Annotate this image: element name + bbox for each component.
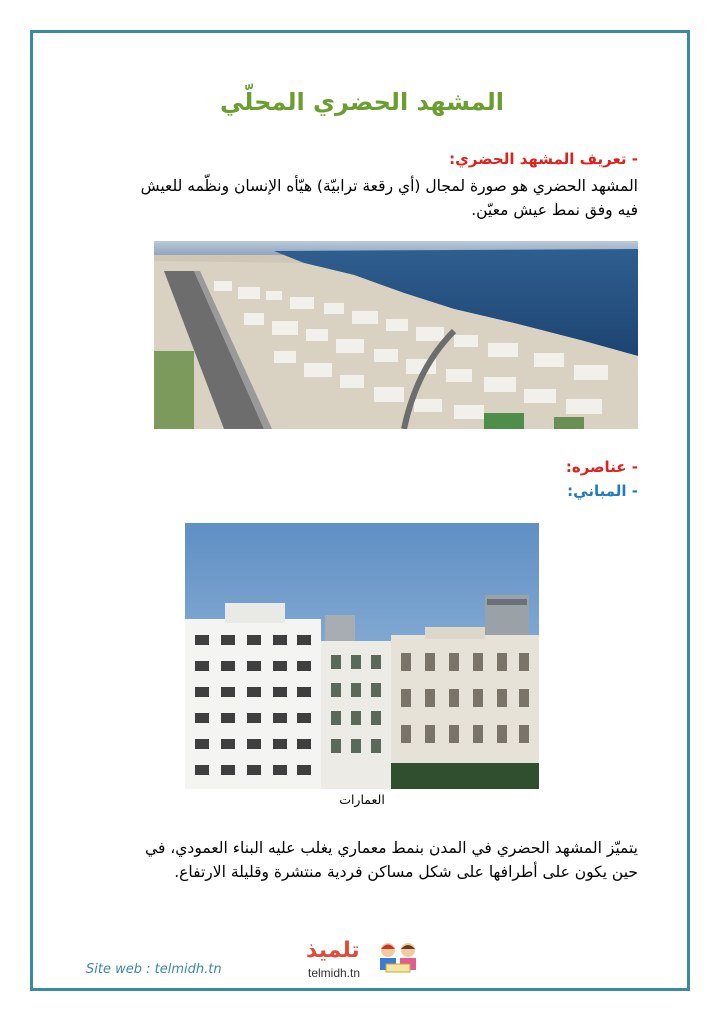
buildings-illustration — [185, 523, 539, 789]
logo-latin-text: telmidh.tn — [308, 966, 361, 980]
elements-heading: - عناصره: — [565, 458, 638, 476]
buildings-subheading: - المباني: — [567, 482, 638, 500]
aerial-city-photo — [154, 241, 638, 429]
kids-reading-icon — [376, 940, 420, 976]
definition-line-1: المشهد الحضري هو صورة لمجال (أي رقعة ترابيّة) هيّأه الإنسان ونظّمه للعيش — [140, 177, 638, 195]
description-line-1: يتميّز المشهد الحضري في المدن بنمط معماري يغلب عليه البناء العمودي، في — [145, 839, 638, 857]
definition-line-2: فيه وفق نمط عيش معيّن. — [471, 201, 638, 219]
definition-heading: - تعريف المشهد الحضري: — [449, 150, 638, 168]
page-title: المشهد الحضري المحلّي — [220, 88, 504, 116]
buildings-photo — [185, 523, 539, 789]
definition-paragraph — [93, 174, 638, 222]
description-paragraph — [93, 836, 638, 884]
footer-site-link[interactable]: Site web : telmidh.tn — [86, 962, 222, 977]
buildings-caption: العمارات — [339, 792, 385, 807]
logo-arabic-text: تلميذ — [306, 938, 360, 963]
telmidh-logo — [306, 938, 424, 982]
description-line-2: حين يكون على أطرافها على شكل مساكن فردية منتشرة وقليلة الارتفاع. — [174, 863, 638, 881]
aerial-city-illustration — [154, 241, 638, 429]
